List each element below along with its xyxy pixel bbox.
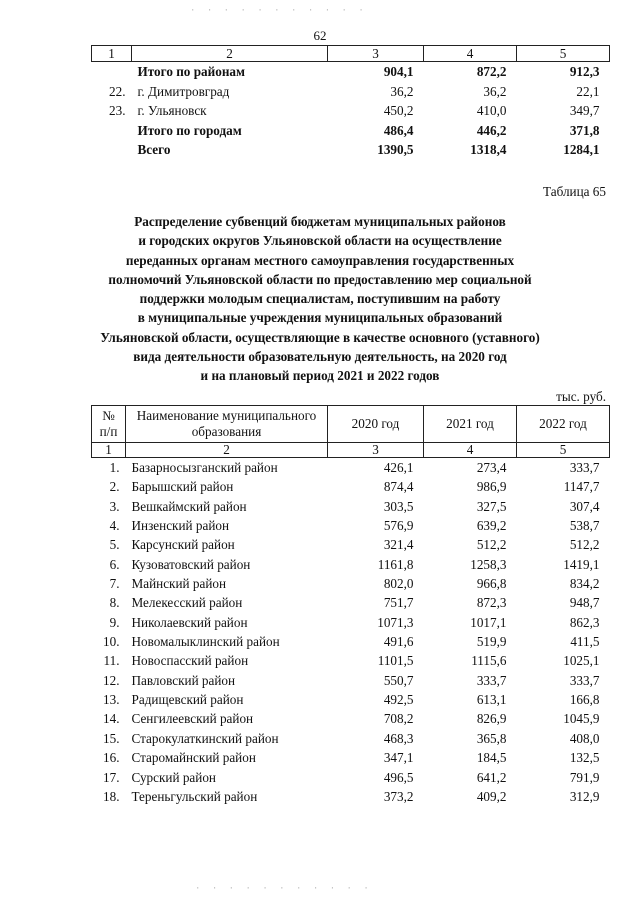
- col-number-cell: 5: [517, 443, 610, 458]
- value-2022: 948,7: [569, 595, 600, 611]
- col-number-cell: 2: [126, 443, 328, 458]
- value-2020: 321,4: [383, 537, 414, 553]
- value-2022: 1045,9: [563, 711, 600, 727]
- header-2021: 2021 год: [424, 406, 517, 443]
- row-name: Тереньгульский район: [131, 788, 258, 804]
- col-number-cell: 3: [328, 443, 424, 458]
- row-name: Сурский район: [131, 769, 216, 785]
- table-row: [92, 82, 610, 102]
- row-name: г. Димитровград: [137, 83, 230, 99]
- row-name: Радищевский район: [131, 692, 244, 708]
- value-2022: 538,7: [569, 518, 600, 534]
- row-name: г. Ульяновск: [137, 103, 207, 119]
- value-2022: 1284,1: [563, 142, 600, 158]
- row-index: 6.: [109, 556, 120, 572]
- row-name: Старомайнский район: [131, 750, 256, 766]
- row-index: 5.: [109, 537, 120, 553]
- title-line: в муниципальные учреждения муниципальных образований: [137, 310, 503, 326]
- row-index: 10.: [103, 634, 120, 650]
- value-2022: 132,5: [569, 750, 600, 766]
- table-row: [92, 477, 610, 496]
- scan-artifact-bottom: · · · · · · · · · · ·: [195, 884, 372, 894]
- table-title: [40, 212, 600, 386]
- title-line: полномочий Ульяновской области по предоставлению мер социальной: [108, 271, 532, 287]
- value-2020: 751,7: [383, 595, 414, 611]
- value-2022: 333,7: [569, 460, 600, 475]
- value-2022: 349,7: [569, 103, 600, 119]
- value-2022: 411,5: [570, 634, 600, 650]
- value-2022: 166,8: [569, 692, 600, 708]
- row-index: 22.: [109, 83, 126, 99]
- value-2020: 426,1: [383, 460, 414, 475]
- continued-table: [91, 45, 610, 160]
- value-2020: 708,2: [383, 711, 414, 727]
- col-number-cell: 1: [92, 443, 126, 458]
- value-2021: 365,8: [476, 730, 507, 746]
- value-2022: 371,8: [569, 122, 600, 138]
- row-index: 18.: [103, 788, 120, 804]
- value-2020: 468,3: [383, 730, 414, 746]
- main-table-col-numbers: [92, 443, 610, 458]
- value-2021: 273,4: [476, 460, 507, 475]
- title-line: вида деятельности образовательную деятельность, на 2020 год: [133, 349, 507, 365]
- table-row: [92, 671, 610, 690]
- value-2021: 409,2: [476, 788, 507, 804]
- value-2022: 307,4: [569, 498, 600, 514]
- row-name: Сенгилеевский район: [131, 711, 254, 727]
- value-2021: 446,2: [476, 122, 507, 138]
- row-index: [92, 62, 132, 82]
- row-index: 15.: [103, 730, 120, 746]
- row-name: Майнский район: [131, 576, 227, 592]
- row-name: Базарносызганский район: [131, 460, 278, 475]
- title-line: переданных органам местного самоуправления государственных: [125, 252, 515, 268]
- value-2022: 333,7: [569, 672, 600, 688]
- table-row: [92, 555, 610, 574]
- col-number-cell: 1: [92, 46, 132, 62]
- table-row: [92, 729, 610, 748]
- row-index: 23.: [109, 103, 126, 119]
- row-name: Барышский район: [131, 479, 234, 495]
- scan-artifact-top: · · · · · · · · · · ·: [190, 6, 367, 16]
- value-2020: 491,6: [383, 634, 414, 650]
- col-number-cell: 4: [424, 46, 517, 62]
- value-2021: 1258,3: [470, 556, 507, 572]
- value-2022: 862,3: [569, 614, 600, 630]
- row-name: Николаевский район: [131, 614, 248, 630]
- header-2022: 2022 год: [517, 406, 610, 443]
- row-index: 17.: [103, 769, 120, 785]
- col-number-cell: 3: [328, 46, 424, 62]
- row-index: 1.: [109, 460, 120, 475]
- header-num: № п/п: [92, 406, 126, 443]
- value-2021: 1318,4: [470, 142, 507, 158]
- value-2021: 872,2: [476, 64, 507, 79]
- value-2022: 512,2: [569, 537, 600, 553]
- value-2021: 1017,1: [470, 614, 507, 630]
- value-2020: 486,4: [383, 122, 414, 138]
- table-row: [92, 709, 610, 728]
- value-2021: 410,0: [476, 103, 507, 119]
- row-name: Мелекесский район: [131, 595, 243, 611]
- row-index: 2.: [109, 479, 120, 495]
- row-name: Итого по городам: [137, 122, 242, 138]
- value-2022: 791,9: [569, 769, 600, 785]
- value-2021: 613,1: [476, 692, 507, 708]
- title-line: поддержки молодым специалистам, поступившим на работу: [139, 291, 501, 307]
- value-2020: 347,1: [383, 750, 414, 766]
- value-2020: 1101,5: [377, 653, 414, 669]
- table-label: Таблица 65: [543, 184, 606, 199]
- value-2021: 512,2: [476, 537, 507, 553]
- value-2022: 1419,1: [563, 556, 600, 572]
- value-2022: 834,2: [569, 576, 600, 592]
- row-index: 7.: [109, 576, 120, 592]
- page-number: 62: [313, 28, 327, 43]
- value-2021: 639,2: [476, 518, 507, 534]
- value-2020: 874,4: [383, 479, 414, 495]
- value-2020: 36,2: [390, 83, 414, 99]
- value-2022: 312,9: [569, 788, 600, 804]
- row-index: 13.: [103, 692, 120, 708]
- row-name: Новомалыклинский район: [131, 634, 280, 650]
- row-index: 16.: [103, 750, 120, 766]
- row-name: Всего: [137, 142, 171, 158]
- table-row: [92, 516, 610, 535]
- title-line: Распределение субвенций бюджетам муниципальных районов: [134, 214, 506, 229]
- value-2021: 184,5: [476, 750, 507, 766]
- value-2020: 492,5: [383, 692, 414, 708]
- table-row: [92, 690, 610, 709]
- table-row: [92, 613, 610, 632]
- value-2021: 333,7: [476, 672, 507, 688]
- value-2021: 36,2: [483, 83, 507, 99]
- table-row: [92, 535, 610, 554]
- table-row: [92, 574, 610, 593]
- row-name: Карсунский район: [131, 537, 235, 553]
- value-2020: 1071,3: [377, 614, 414, 630]
- value-2020: 576,9: [383, 518, 414, 534]
- table-row: [92, 458, 610, 478]
- value-2020: 450,2: [383, 103, 414, 119]
- table-row: [92, 101, 610, 121]
- value-2021: 327,5: [476, 498, 507, 514]
- value-2022: 1147,7: [563, 479, 600, 495]
- table-row: [92, 121, 610, 141]
- row-index: 12.: [103, 672, 120, 688]
- row-index: [92, 121, 132, 141]
- row-index: 4.: [109, 518, 120, 534]
- main-table-header: [92, 406, 610, 443]
- value-2022: 1025,1: [563, 653, 600, 669]
- row-name: Новоспасский район: [131, 653, 249, 669]
- row-index: [92, 140, 132, 160]
- table-row: [92, 62, 610, 82]
- value-2020: 1161,8: [377, 556, 414, 572]
- value-2020: 496,5: [383, 769, 414, 785]
- row-index: 3.: [109, 498, 120, 514]
- table-row: [92, 787, 610, 806]
- table-row: [92, 140, 610, 160]
- table-row: [92, 497, 610, 516]
- row-name: Кузоватовский район: [131, 556, 251, 572]
- value-2021: 641,2: [476, 769, 507, 785]
- table-row: [92, 768, 610, 787]
- row-name: Вешкаймский район: [131, 498, 247, 514]
- row-name: Итого по районам: [137, 64, 245, 79]
- row-index: 8.: [109, 595, 120, 611]
- value-2021: 872,3: [476, 595, 507, 611]
- unit-label: тыс. руб.: [556, 389, 606, 404]
- col-number-cell: 4: [424, 443, 517, 458]
- value-2020: 373,2: [383, 788, 414, 804]
- value-2021: 519,9: [476, 634, 507, 650]
- row-name: Павловский район: [131, 672, 236, 688]
- main-table: [91, 405, 610, 806]
- title-line: Ульяновской области, осуществляющие в качестве основного (уставного): [100, 329, 540, 345]
- value-2021: 826,9: [476, 711, 507, 727]
- table-row: [92, 632, 610, 651]
- col-number-cell: 5: [517, 46, 610, 62]
- table-row: [92, 593, 610, 612]
- title-line: и городских округов Ульяновской области на осуществление: [138, 233, 502, 249]
- table-row: [92, 651, 610, 670]
- row-index: 9.: [109, 614, 120, 630]
- row-name: Инзенский район: [131, 518, 230, 534]
- table-row: [92, 748, 610, 767]
- header-2020: 2020 год: [328, 406, 424, 443]
- header-name: Наименование муниципального образования: [126, 406, 328, 443]
- value-2021: 966,8: [476, 576, 507, 592]
- continued-table-header: [92, 46, 610, 62]
- value-2020: 550,7: [383, 672, 414, 688]
- title-line: и на плановый период 2021 и 2022 годов: [200, 368, 440, 384]
- row-name: Старокулаткинский район: [131, 730, 279, 746]
- value-2022: 912,3: [569, 64, 600, 79]
- value-2020: 904,1: [383, 64, 414, 79]
- value-2020: 303,5: [383, 498, 414, 514]
- value-2021: 986,9: [476, 479, 507, 495]
- row-index: 11.: [103, 653, 120, 669]
- col-number-cell: 2: [132, 46, 328, 62]
- value-2022: 408,0: [569, 730, 600, 746]
- value-2020: 802,0: [383, 576, 414, 592]
- value-2022: 22,1: [576, 83, 600, 99]
- value-2020: 1390,5: [377, 142, 414, 158]
- row-index: 14.: [103, 711, 120, 727]
- value-2021: 1115,6: [471, 653, 507, 669]
